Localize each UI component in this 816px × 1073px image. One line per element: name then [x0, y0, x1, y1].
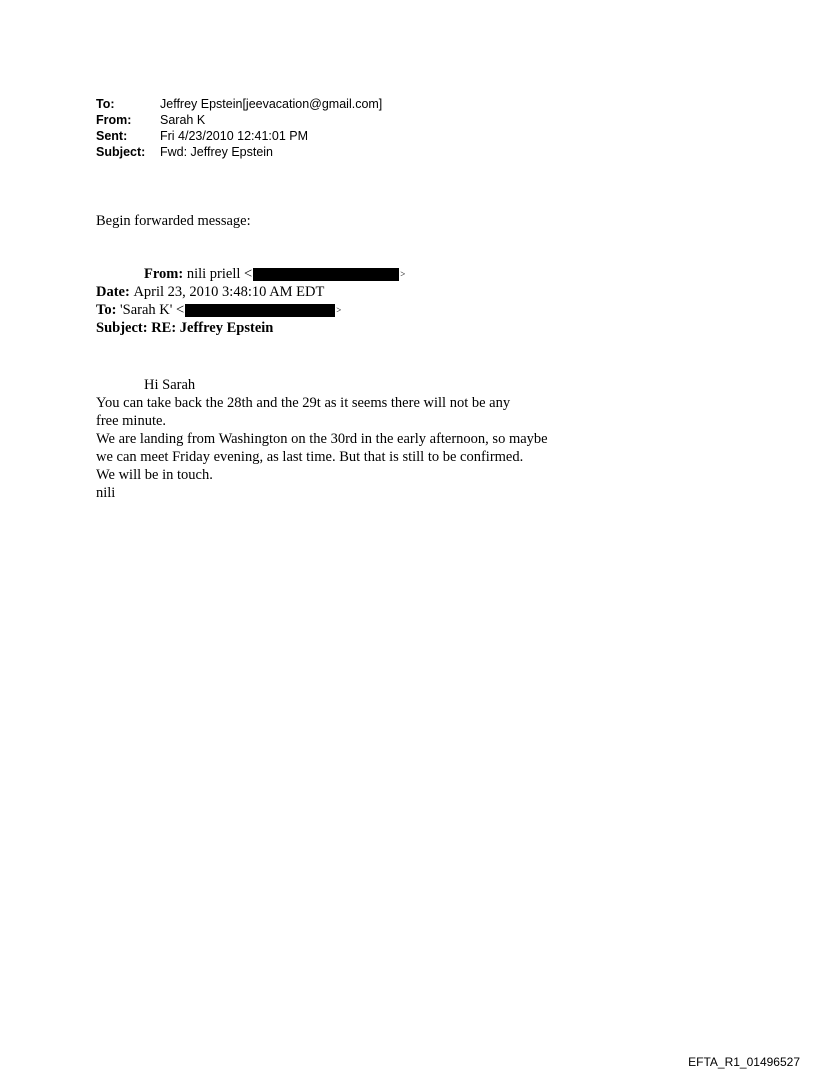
fwd-from-value: nili priell <: [186, 266, 253, 282]
message-body: [96, 376, 716, 502]
forward-intro: Begin forwarded message:: [96, 213, 251, 229]
to-row: [96, 96, 382, 112]
email-header: [96, 96, 382, 160]
redaction-box: [185, 304, 335, 317]
subject-row: [96, 144, 382, 160]
fwd-to-close: >: [336, 305, 342, 315]
fwd-subject-value: RE: Jeffrey Epstein: [151, 320, 274, 336]
sent-label: Sent:: [96, 129, 128, 143]
body-line: free minute.: [96, 413, 167, 429]
sent-row: [96, 128, 382, 144]
fwd-to-value: 'Sarah K' <: [120, 302, 185, 318]
fwd-date-value: April 23, 2010 3:48:10 AM EDT: [133, 284, 325, 300]
from-value: Sarah K: [160, 113, 206, 127]
to-label: To:: [96, 97, 115, 111]
to-value: Jeffrey Epstein[jeevacation@gmail.com]: [160, 97, 383, 111]
fwd-from-close: >: [400, 269, 406, 279]
document-id: EFTA_R1_01496527: [688, 1055, 800, 1069]
signature: nili: [96, 485, 116, 501]
fwd-date-label: Date:: [96, 284, 130, 300]
fwd-subject-label: Subject:: [96, 320, 148, 336]
fwd-from-label: From:: [144, 266, 184, 282]
body-line: we can meet Friday evening, as last time. But that is still to be confirmed.: [96, 449, 524, 465]
fwd-date-row: [96, 283, 405, 301]
body-line: We will be in touch.: [96, 467, 213, 483]
from-label: From:: [96, 113, 132, 127]
subject-label: Subject:: [96, 145, 146, 159]
fwd-subject-row: [96, 319, 405, 337]
body-line: You can take back the 28th and the 29t as it seems there will not be any: [96, 395, 511, 411]
from-row: [96, 112, 382, 128]
greeting: Hi Sarah: [144, 377, 196, 393]
forwarded-header: [96, 265, 405, 337]
body-line: We are landing from Washington on the 30rd in the early afternoon, so maybe: [96, 431, 548, 447]
subject-value: Fwd: Jeffrey Epstein: [160, 145, 274, 159]
redaction-box: [253, 268, 399, 281]
sent-value: Fri 4/23/2010 12:41:01 PM: [160, 129, 309, 143]
fwd-to-row: [96, 301, 405, 319]
fwd-from-row: [96, 265, 405, 283]
fwd-to-label: To:: [96, 302, 117, 318]
